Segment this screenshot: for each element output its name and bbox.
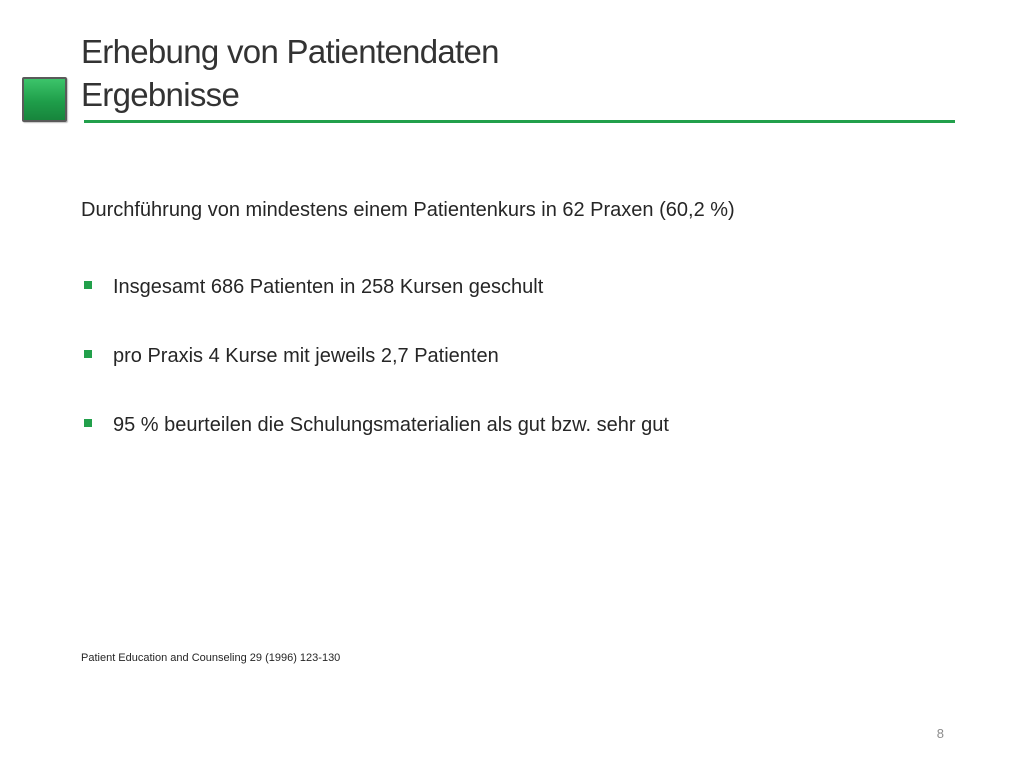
bullet-text: Insgesamt 686 Patienten in 258 Kursen geschult xyxy=(113,276,544,298)
page-number: 8 xyxy=(936,726,944,741)
title-underline-divider xyxy=(84,120,955,123)
bullet-text: pro Praxis 4 Kurse mit jeweils 2,7 Patienten xyxy=(113,345,499,367)
slide-title-line-2: Ergebnisse xyxy=(81,76,240,113)
source-footnote: Patient Education and Counseling 29 (1996) 123-130 xyxy=(81,652,341,664)
intro-text: Durchführung von mindestens einem Patientenkurs in 62 Praxen (60,2 %) xyxy=(81,199,735,221)
green-square-logo-icon xyxy=(22,77,67,122)
slide-title xyxy=(81,30,499,116)
square-bullet-icon xyxy=(84,419,92,427)
slide-title-line-1: Erhebung von Patientendaten xyxy=(81,33,499,70)
square-bullet-icon xyxy=(84,350,92,358)
square-bullet-icon xyxy=(84,281,92,289)
bullet-text: 95 % beurteilen die Schulungsmaterialien als gut bzw. sehr gut xyxy=(113,414,669,436)
